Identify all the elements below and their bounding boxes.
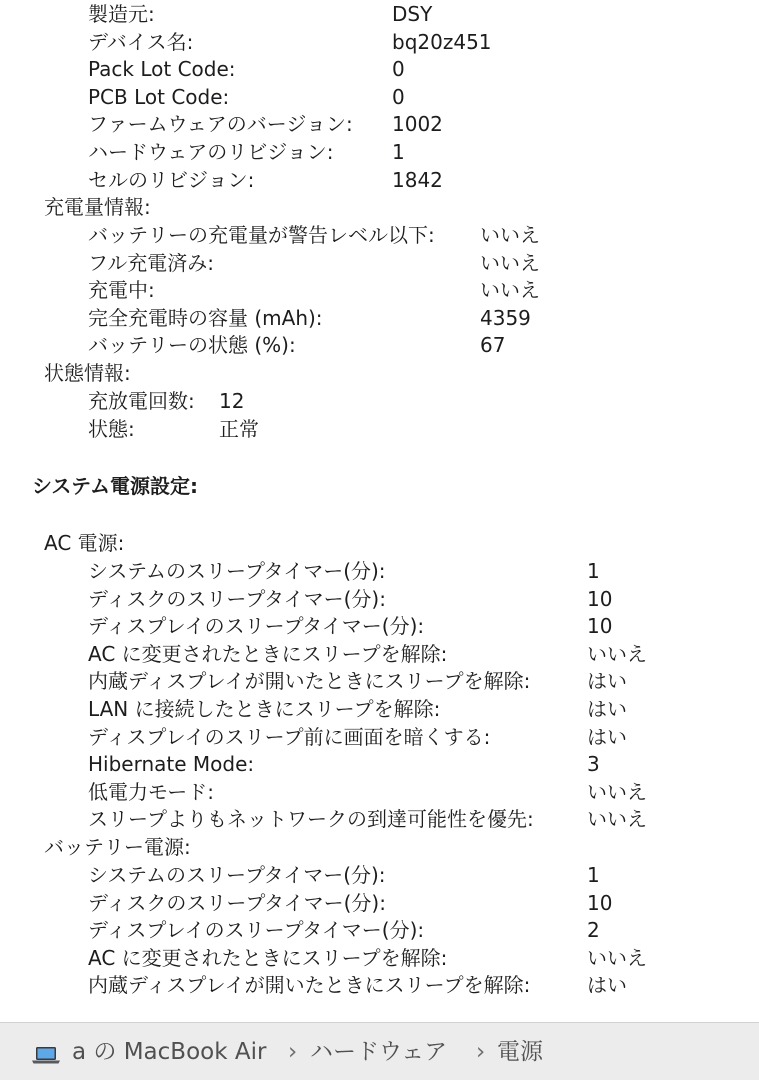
row-label: ディスクのスリープタイマー(分): <box>88 586 386 611</box>
info-row <box>0 83 759 111</box>
row-value: はい <box>587 669 627 694</box>
info-row <box>0 249 759 277</box>
row-value: いいえ <box>587 807 647 832</box>
row-value: 1002 <box>392 112 443 137</box>
info-row <box>0 55 759 83</box>
info-row <box>0 387 759 415</box>
row-label: デバイス名: <box>88 29 194 54</box>
info-row <box>0 557 759 585</box>
row-value: 10 <box>587 890 613 915</box>
info-row <box>0 667 759 695</box>
info-row <box>0 695 759 723</box>
info-row <box>0 304 759 332</box>
row-label: スリープよりもネットワークの到達可能性を優先: <box>88 807 534 832</box>
breadcrumb-item-computer[interactable]: a の MacBook Air <box>72 1039 267 1065</box>
info-row <box>0 166 759 194</box>
row-label: フル充電済み: <box>88 250 214 275</box>
row-value: 4359 <box>480 305 531 330</box>
row-label: 内蔵ディスプレイが開いたときにスリープを解除: <box>88 669 531 694</box>
row-value: いいえ <box>480 223 540 247</box>
row-label: AC に変更されたときにスリープを解除: <box>88 945 448 970</box>
health-info-heading: 状態情報: <box>44 361 131 385</box>
row-label: 内蔵ディスプレイが開いたときにスリープを解除: <box>88 973 531 998</box>
info-row <box>0 138 759 166</box>
row-value: 0 <box>392 57 405 82</box>
row-label: ファームウェアのバージョン: <box>88 112 353 137</box>
row-label: 低電力モード: <box>88 779 214 804</box>
power-settings-heading: システム電源設定: <box>32 474 198 498</box>
row-value: 0 <box>392 84 405 109</box>
charge-info-heading: 充電量情報: <box>44 195 151 219</box>
breadcrumb-item-hardware[interactable]: ハードウェア <box>310 1039 448 1065</box>
row-label: 製造元: <box>88 2 155 26</box>
path-bar <box>0 1022 759 1080</box>
row-value: 2 <box>587 918 600 943</box>
row-value: 12 <box>219 389 245 413</box>
info-row <box>0 110 759 138</box>
row-label: ディスクのスリープタイマー(分): <box>88 890 386 915</box>
laptop-icon <box>32 1046 60 1064</box>
row-label: ディスプレイのスリープタイマー(分): <box>88 614 425 639</box>
row-value: 1 <box>587 559 600 583</box>
breadcrumb-item-power[interactable]: 電源 <box>497 1039 543 1065</box>
row-label: PCB Lot Code: <box>88 84 230 109</box>
row-value: いいえ <box>480 278 540 303</box>
row-value: 1 <box>392 140 405 164</box>
info-row <box>0 28 759 56</box>
row-label: AC に変更されたときにスリープを解除: <box>88 641 448 666</box>
row-value: 10 <box>587 614 613 639</box>
row-value: 10 <box>587 586 613 611</box>
info-row <box>0 640 759 668</box>
row-label: LAN に接続したときにスリープを解除: <box>88 697 441 721</box>
info-row <box>0 861 759 889</box>
row-value: いいえ <box>480 250 540 275</box>
row-label: Hibernate Mode: <box>88 752 255 777</box>
row-value: いいえ <box>587 945 647 970</box>
info-row <box>0 415 759 443</box>
info-row <box>0 276 759 304</box>
breadcrumb-separator: › <box>476 1039 486 1065</box>
row-value: DSY <box>392 2 433 26</box>
row-value: はい <box>587 973 627 998</box>
row-label: システムのスリープタイマー(分): <box>88 863 386 887</box>
row-value: はい <box>587 724 627 749</box>
info-row <box>0 612 759 640</box>
row-label: 完全充電時の容量 (mAh): <box>88 305 323 330</box>
row-label: Pack Lot Code: <box>88 57 236 82</box>
ac-power-heading: AC 電源: <box>44 531 125 555</box>
row-label: 状態: <box>88 416 135 441</box>
info-row <box>0 889 759 917</box>
info-row <box>0 805 759 833</box>
breadcrumb-separator: › <box>288 1039 298 1065</box>
info-row <box>0 585 759 613</box>
row-value: 正常 <box>219 416 259 441</box>
row-value: 3 <box>587 752 600 777</box>
row-label: ディスプレイのスリープタイマー(分): <box>88 918 425 943</box>
row-value: はい <box>587 697 627 721</box>
row-value: いいえ <box>587 779 647 804</box>
row-label: ハードウェアのリビジョン: <box>88 140 334 164</box>
row-label: システムのスリープタイマー(分): <box>88 559 386 583</box>
info-row <box>0 971 759 999</box>
row-value: bq20z451 <box>392 29 492 54</box>
row-label: バッテリーの状態 (%): <box>88 333 296 358</box>
info-row <box>0 944 759 972</box>
row-label: バッテリーの充電量が警告レベル以下: <box>88 223 435 247</box>
row-value: 67 <box>480 333 506 358</box>
info-row <box>0 778 759 806</box>
row-label: 充電中: <box>88 278 155 303</box>
info-row <box>0 916 759 944</box>
row-value: 1 <box>587 863 600 887</box>
battery-power-heading: バッテリー電源: <box>44 835 191 859</box>
row-label: セルのリビジョン: <box>88 167 255 192</box>
info-row <box>0 750 759 778</box>
row-value: 1842 <box>392 167 443 192</box>
info-row <box>0 723 759 751</box>
info-row <box>0 221 759 249</box>
row-value: いいえ <box>587 641 647 666</box>
row-label: ディスプレイのスリープ前に画面を暗くする: <box>88 724 491 749</box>
info-row <box>0 0 759 28</box>
info-row <box>0 331 759 359</box>
row-label: 充放電回数: <box>88 389 195 413</box>
